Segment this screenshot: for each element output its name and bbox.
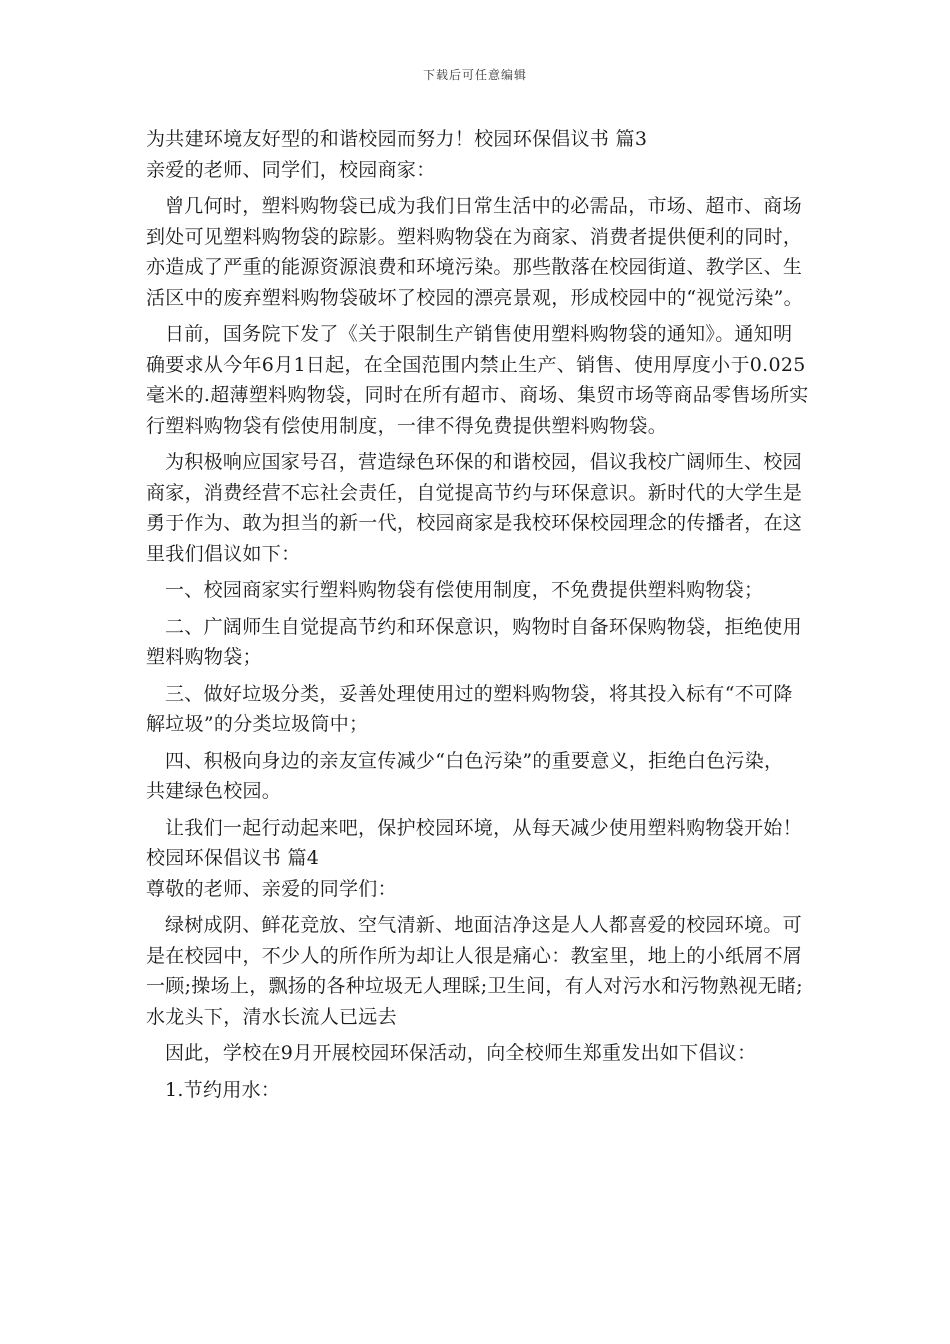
text-line: 四、积极向身边的亲友宣传减少“白色污染”的重要意义，拒绝白色污染， — [165, 749, 784, 772]
paragraph — [146, 319, 808, 441]
text-line: 一、校园商家实行塑料购物袋有偿使用制度，不免费提供塑料购物袋； — [165, 579, 764, 601]
text-line: 解垃圾”的分类垃圾筒中； — [146, 713, 369, 735]
text-line: 尊敬的老师、亲爱的同学们： — [146, 877, 397, 900]
text-line: 活区中的废弃塑料购物袋破坏了校园的漂亮景观，形成校园中的“视觉污染”。 — [146, 286, 803, 309]
paragraph — [146, 447, 808, 569]
text-line: 勇于作为、敢为担当的新一代，校园商家是我校环保校园理念的传播者，在这 — [146, 512, 803, 534]
paragraph — [146, 612, 808, 673]
text-line: 为共建环境友好型的和谐校园而努力！校园环保倡议书 篇3 — [146, 128, 648, 150]
text-line: 曾几何时，塑料购物袋已成为我们日常生活中的必需品，市场、超市、商场 — [165, 195, 802, 217]
text-line: 塑料购物袋； — [146, 646, 262, 668]
text-line: 是在校园中，不少人的所作所为却让人很是痛心：教室里，地上的小纸屑不屑 — [146, 944, 803, 967]
text-line: 校园环保倡议书 篇4 — [146, 847, 320, 869]
text-line: 商家，消费经营不忘社会责任，自觉提高节约与环保意识。新时代的大学生是 — [146, 481, 803, 504]
text-line: 毫米的.超薄塑料购物袋，同时在所有超市、商场、集贸市场等商品零售场所实 — [146, 384, 809, 406]
text-line: 让我们一起行动起来吧，保护校园环境，从每天减少使用塑料购物袋开始！ — [165, 816, 802, 839]
text-line: 二、广阔师生自觉提高节约和环保意识，购物时自备环保购物袋，拒绝使用 — [165, 615, 802, 638]
text-line: 水龙头下，清水长流人已远去 — [146, 1005, 397, 1028]
text-line: 1.节约用水： — [165, 1078, 281, 1101]
section-title-3 — [146, 124, 808, 155]
paragraph — [146, 575, 808, 606]
text-line: 里我们倡议如下： — [146, 542, 301, 565]
paragraph — [146, 679, 808, 740]
text-line: 亦造成了严重的能源资源浪费和环境污染。那些散落在校园街道、教学区、生 — [146, 256, 803, 278]
paragraph — [146, 1075, 808, 1106]
text-line: 为积极响应国家号召，营造绿色环保的和谐校园，倡议我校广阔师生、校园 — [165, 451, 802, 473]
salutation-4 — [146, 874, 808, 905]
paragraph — [146, 746, 808, 807]
text-line: 日前，国务院下发了《关于限制生产销售使用塑料购物袋的通知》。通知明 — [165, 323, 793, 345]
text-line: 确要求从今年6月1日起，在全国范围内禁止生产、销售、使用厚度小于0.025 — [146, 353, 806, 376]
text-line: 绿树成阴、鲜花竞放、空气清新、地面洁净这是人人都喜爱的校园环境。可 — [165, 914, 802, 936]
text-line: 一顾;操场上，飘扬的各种垃圾无人理睬;卫生间，有人对污水和污物熟视无睹; — [146, 975, 804, 997]
salutation-3 — [146, 155, 808, 186]
text-line: 到处可见塑料购物袋的踪影。塑料购物袋在为商家、消费者提供便利的同时， — [146, 225, 803, 248]
paragraph — [146, 191, 808, 313]
text-line: 因此，学校在9月开展校园环保活动，向全校师生郑重发出如下倡议： — [165, 1042, 757, 1064]
paragraph — [146, 813, 808, 844]
document-body — [146, 124, 808, 1105]
paragraph — [146, 1038, 808, 1069]
section-title-4 — [146, 843, 808, 874]
paragraph — [146, 910, 808, 1032]
text-line: 行塑料购物袋有偿使用制度，一律不得免费提供塑料购物袋。 — [146, 414, 668, 437]
text-line: 三、做好垃圾分类，妥善处理使用过的塑料购物袋，将其投入标有“不可降 — [165, 682, 793, 705]
page-header-note: 下载后可任意编辑 — [422, 68, 527, 82]
text-line: 共建绿色校园。 — [146, 780, 282, 802]
text-line: 亲爱的老师、同学们，校园商家： — [146, 158, 436, 181]
